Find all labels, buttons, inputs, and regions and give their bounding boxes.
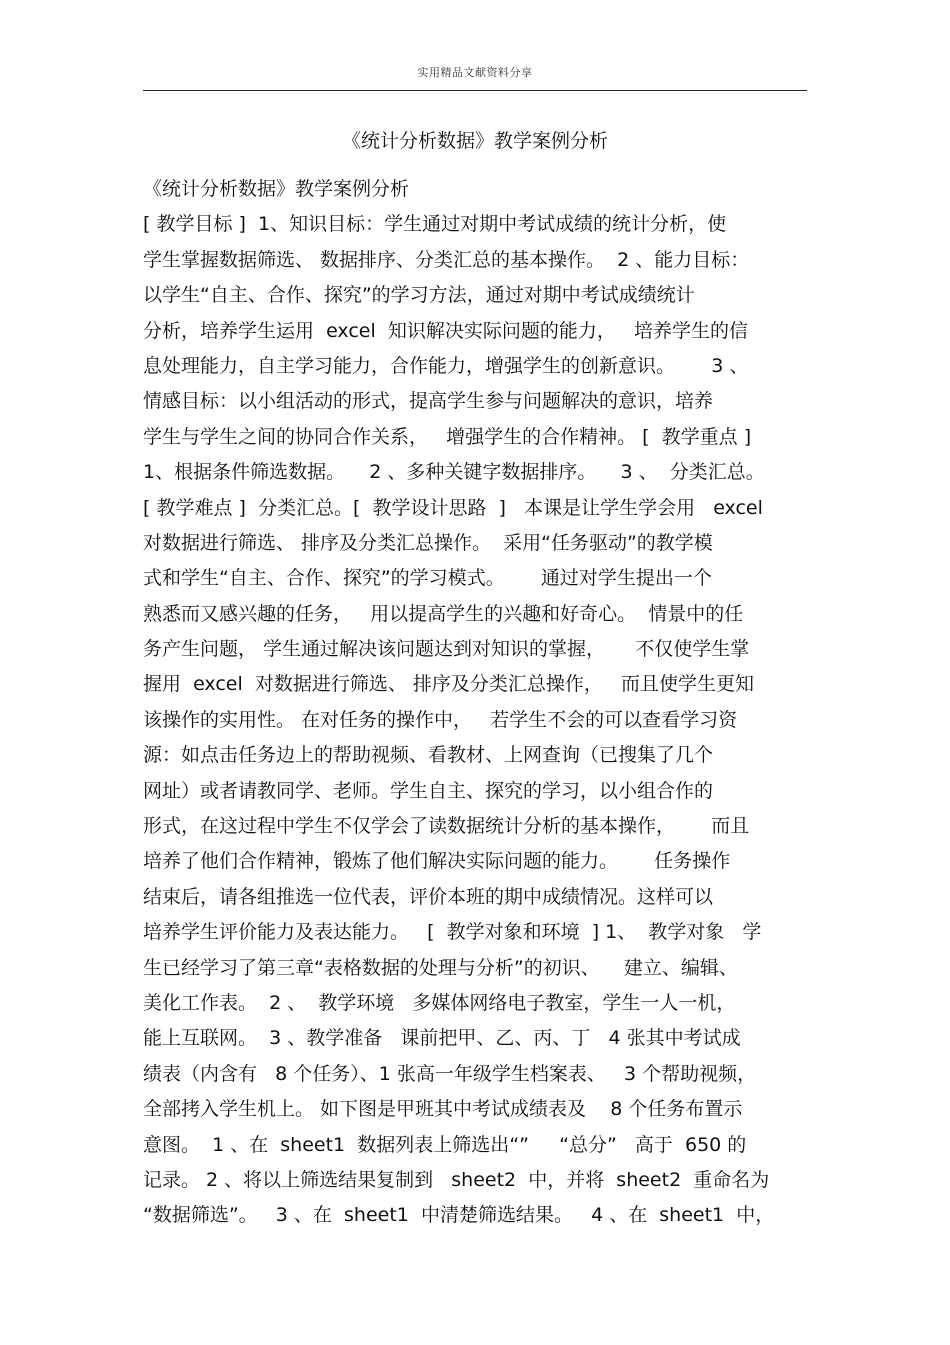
body-line: 网址）或者请教同学、老师。学生自主、探究的学习，以小组合作的 <box>143 779 714 802</box>
body-line: 记录。 2 、将以上筛选结果复制到 sheet2 中，并将 sheet2 重命名为 <box>143 1168 770 1191</box>
body-line: 情感目标：以小组活动的形式，提高学生参与问题解决的意识，培养 <box>143 390 714 413</box>
body-line: 务产生问题， 学生通过解决该问题达到对知识的掌握， 不仅使学生掌 <box>143 638 750 661</box>
document-title: 《统计分析数据》教学案例分析 <box>341 130 608 152</box>
body-line: 美化工作表。 2 、 教学环境 多媒体网络电子教室，学生一人一机， <box>143 991 736 1014</box>
header-divider <box>143 90 807 91</box>
body-line: “数据筛选”。 3 、在 sheet1 中清楚筛选结果。 4 、在 sheet1 中， <box>143 1204 775 1227</box>
running-header: 实用精品文献资料分享 <box>417 66 533 79</box>
body-line: [ 教学难点 ] 分类汇总。[ 教学设计思路 ] 本课是让学生学会用 excel <box>143 496 763 519</box>
body-line: 握用 excel 对数据进行筛选、 排序及分类汇总操作， 而且使学生更知 <box>143 673 754 696</box>
body-line: 全部拷入学生机上。 如下图是甲班其中考试成绩表及 8 个任务布置示 <box>143 1098 743 1121</box>
body-line: 对数据进行筛选、 排序及分类汇总操作。 采用“任务驱动”的教学模 <box>143 531 713 554</box>
body-line: 培养学生评价能力及表达能力。 [ 教学对象和环境 ] 1、 教学对象 学 <box>143 921 762 944</box>
body-line: 结束后，请各组推选一位代表，评价本班的期中成绩情况。这样可以 <box>143 885 714 908</box>
body-line: 学生与学生之间的协同合作关系， 增强学生的合作精神。 [ 教学重点 ] <box>143 425 752 448</box>
body-line: [ 教学目标 ] 1、知识目标：学生通过对期中考试成绩的统计分析，使 <box>143 213 727 236</box>
body-line: 意图。 1 、在 sheet1 数据列表上筛选出“” “总分” 高于 650 的 <box>143 1133 747 1156</box>
body-line: 绩表（内含有 8 个任务）、1 张高一年级学生档案表、 3 个帮助视频， <box>143 1062 757 1085</box>
body-line: 息处理能力，自主学习能力，合作能力，增强学生的创新意识。 3 、 <box>143 354 749 377</box>
body-line: 该操作的实用性。 在对任务的操作中， 若学生不会的可以查看学习资 <box>143 708 738 731</box>
body-line: 学生掌握数据筛选、 数据排序、分类汇总的基本操作。 2 、能力目标： <box>143 248 750 271</box>
body-line: 源：如点击任务边上的帮助视频、看教材、上网查询（已搜集了几个 <box>143 744 714 767</box>
body-line: 熟悉而又感兴趣的任务， 用以提高学生的兴趣和好奇心。 情景中的任 <box>143 602 744 625</box>
body-line: 以学生“自主、合作、探究”的学习方法，通过对期中考试成绩统计 <box>143 284 695 307</box>
body-line: 生已经学习了第三章“表格数据的处理与分析”的初识、 建立、编辑、 <box>143 956 738 979</box>
body-line: 《统计分析数据》教学案例分析 <box>143 178 410 200</box>
body-line: 分析，培养学生运用 excel 知识解决实际问题的能力， 培养学生的信 <box>143 319 748 342</box>
body-line: 式和学生“自主、合作、探究”的学习模式。 通过对学生提出一个 <box>143 567 712 590</box>
body-line: 形式，在这过程中学生不仅学会了读数据统计分析的基本操作， 而且 <box>143 815 750 838</box>
body-line: 培养了他们合作精神，锻炼了他们解决实际问题的能力。 任务操作 <box>143 850 731 873</box>
body-line: 能上互联网。 3 、教学准备 课前把甲、乙、丙、丁 4 张其中考试成 <box>143 1027 741 1050</box>
document-body <box>143 172 807 1234</box>
body-line: 1、根据条件筛选数据。 2 、多种关键字数据排序。 3 、 分类汇总。 <box>143 461 765 484</box>
